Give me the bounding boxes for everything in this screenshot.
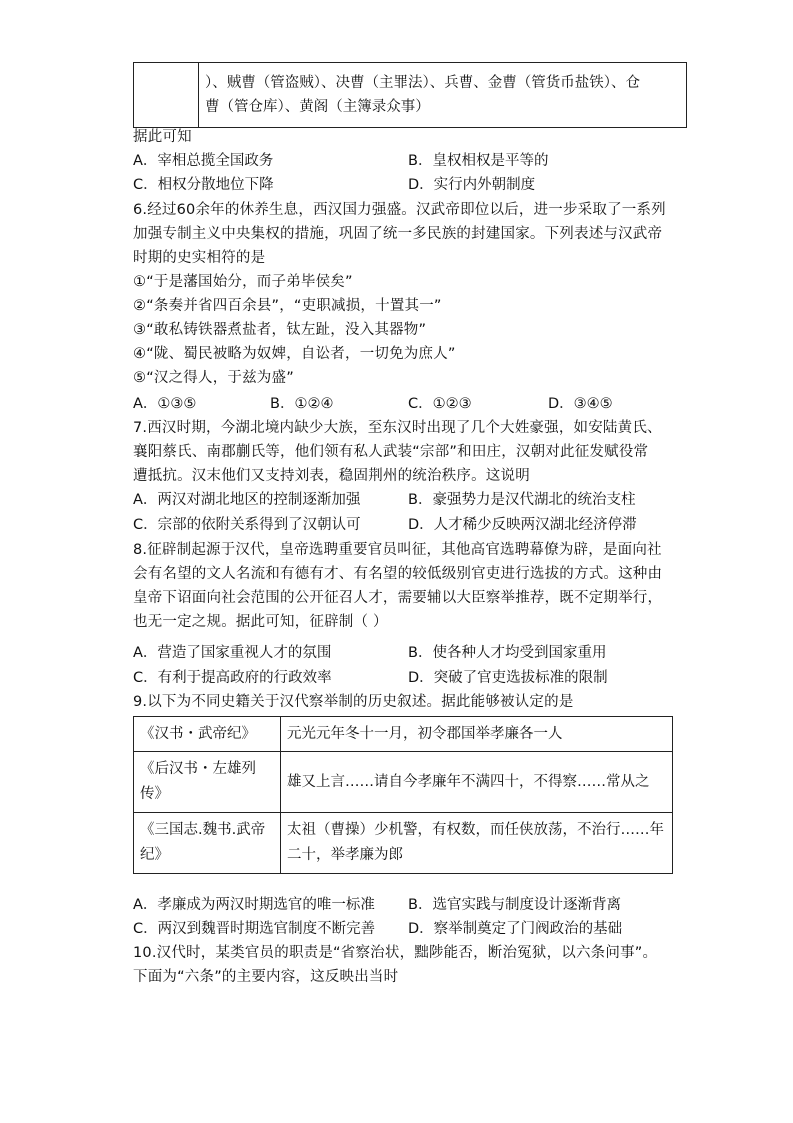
q9-stem: 9.以下为不同史籍关于汉代察举制的历史叙述。据此能够被认定的是: [133, 694, 574, 710]
q5-option-a[interactable]: A．宰相总揽全国政务: [133, 153, 274, 169]
text-cell: 太祖（曹操）少机警，有权数，而任侠放荡，不治行……年二十，举孝廉为郎: [281, 813, 673, 874]
q6-option-d[interactable]: D．③④⑤: [548, 396, 613, 412]
q5-stem: 据此可知: [133, 129, 192, 145]
q6-stem-line: 时期的史实相符的是: [133, 250, 266, 266]
q10-stem-line: 下面为“六条”的主要内容，这反映出当时: [133, 969, 399, 985]
q6-option-a[interactable]: A．①③⑤: [133, 396, 197, 412]
q6-item: ②“条奏并省四百余县”，“吏职减损，十置其一”: [133, 298, 442, 314]
text-cell: 元光元年冬十一月，初令郡国举孝廉各一人: [281, 717, 673, 752]
q6-stem-line: 加强专制主义中央集权的措施，巩固了统一多民族的封建国家。下列表述与汉武帝: [133, 226, 663, 242]
q7-option-b[interactable]: B．豪强势力是汉代湖北的统治支柱: [408, 492, 636, 508]
q7-stem-line: 襄阳蔡氏、南郡蒯氏等，他们领有私人武装“宗部”和田庄，汉朝对此征发赋役常: [133, 444, 649, 460]
q6-item: ④“陇、蜀民被略为奴婢，自讼者，一切免为庶人”: [133, 346, 456, 362]
q8-option-a[interactable]: A．营造了国家重视人才的氛围: [133, 645, 332, 661]
q6-item: ①“于是藩国始分，而子弟毕侯矣”: [133, 274, 353, 290]
q8-option-c[interactable]: C．有利于提高政府的行政效率: [133, 670, 332, 686]
source-cell: 《汉书・武帝纪》: [134, 717, 281, 752]
q7-option-c[interactable]: C．宗部的依附关系得到了汉朝认可: [133, 517, 361, 533]
q6-item: ⑤“汉之得人，于兹为盛”: [133, 370, 294, 386]
table-cell-right: [199, 63, 687, 128]
q9-option-b[interactable]: B．选官实践与制度设计逐渐背离: [408, 897, 621, 913]
q7-option-a[interactable]: A．两汉对湖北地区的控制逐渐加强: [133, 492, 361, 508]
q6-stem-line: 6.经过60余年的休养生息，西汉国力强盛。汉武帝即位以后，进一步采取了一系列: [133, 202, 666, 218]
q9-option-d[interactable]: D．察举制奠定了门阀政治的基础: [408, 921, 623, 937]
source-cell: 《三国志.魏书.武帝纪》: [134, 813, 281, 874]
q9-option-c[interactable]: C．两汉到魏晋时期选官制度不断完善: [133, 921, 376, 937]
history-sources-table: [133, 716, 673, 874]
table-cell-left: [134, 63, 199, 128]
q8-stem-line: 8.征辟制起源于汉代，皇帝选聘重要官员叫征，其他高官选聘幕僚为辟，是面向社: [133, 542, 662, 558]
table-row: [134, 752, 673, 813]
q9-option-a[interactable]: A．孝廉成为两汉时期选官的唯一标准: [133, 897, 375, 913]
q6-option-b[interactable]: B．①②④: [270, 396, 334, 412]
officials-table: [133, 62, 687, 128]
table-row: [134, 813, 673, 874]
text-cell: 雄又上言……请自今孝廉年不满四十，不得察……常从之: [281, 752, 673, 813]
table-cell-line: ）、贼曹（管盗贼）、决曹（主罪法）、兵曹、金曹（管货币盐铁）、仓: [205, 75, 640, 91]
q7-stem-line: 7.西汉时期，今湖北境内缺少大族，至东汉时出现了几个大姓豪强，如安陆黄氏、: [133, 420, 662, 436]
q6-option-c[interactable]: C．①②③: [408, 396, 472, 412]
q5-option-c[interactable]: C．相权分散地位下降: [133, 177, 274, 193]
table-row: [134, 63, 687, 128]
table-row: [134, 717, 673, 752]
q8-stem-line: 皇帝下诏面向社会范围的公开征召人才，需要辅以大臣察举推荐，既不定期举行，: [133, 590, 663, 606]
q8-stem-line: 也无一定之规。据此可知，征辟制（ ）: [133, 614, 388, 630]
source-cell: 《后汉书・左雄列传》: [134, 752, 281, 813]
q8-option-b[interactable]: B．使各种人才均受到国家重用: [408, 645, 607, 661]
q7-stem-line: 遭抵抗。汉末他们又支持刘表，稳固荆州的统治秩序。这说明: [133, 468, 530, 484]
q8-stem-line: 会有名望的文人名流和有德有才、有名望的较低级别官吏进行选拔的方式。这种由: [133, 566, 663, 582]
q6-item: ③“敢私铸铁器煮盐者，钛左趾，没入其器物”: [133, 322, 427, 338]
table-cell-line: 曹（管仓库）、黄阁（主簿录众事）: [205, 99, 430, 115]
q5-option-b[interactable]: B．皇权相权是平等的: [408, 153, 549, 169]
q8-option-d[interactable]: D．突破了官吏选拔标准的限制: [408, 670, 608, 686]
q5-option-d[interactable]: D．实行内外朝制度: [408, 177, 536, 193]
q7-option-d[interactable]: D．人才稀少反映两汉湖北经济停滞: [408, 517, 637, 533]
q10-stem-line: 10.汉代时，某类官员的职责是“省察治状，黜陟能否，断治冤狱，以六条问事”。: [133, 945, 658, 961]
